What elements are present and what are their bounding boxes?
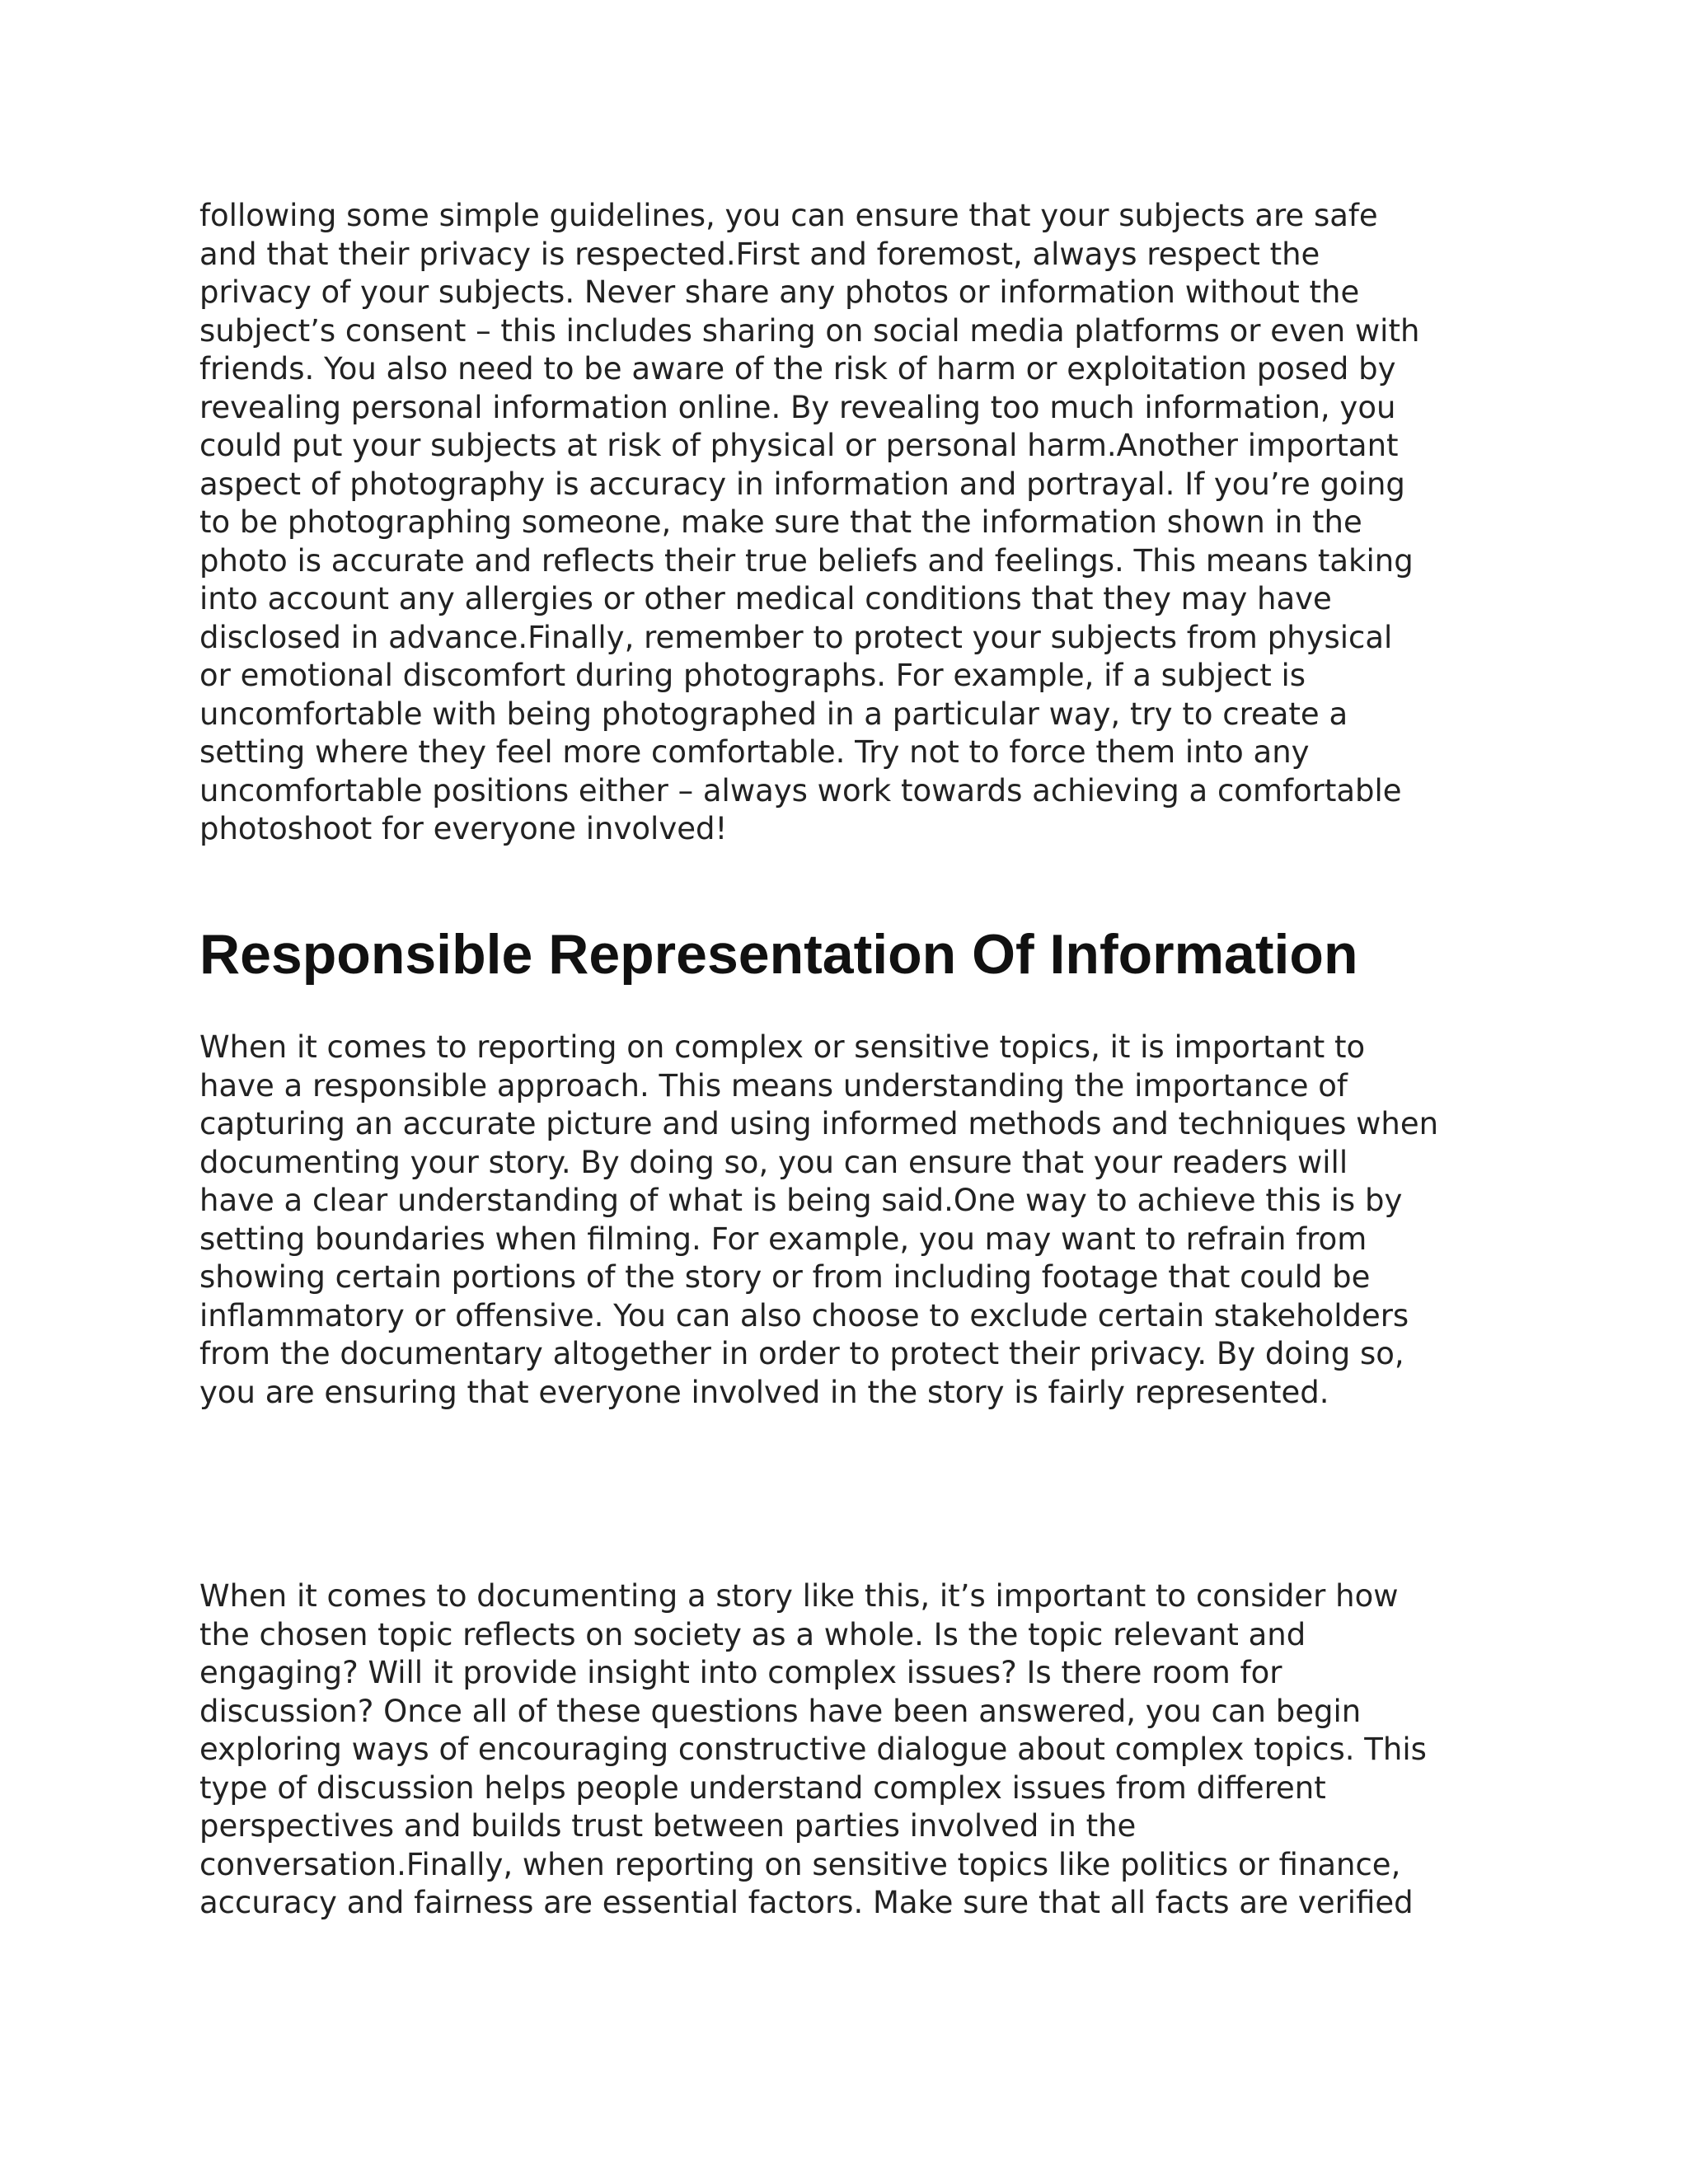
body-paragraph-privacy: following some simple guidelines, you can ensure that your subjects are safe and that their privacy is respected.First and foremost, always respect the privacy of your subjects. Never share any photos or information without the subject’s consent – this includes sharing on social media platforms or even with friends. You also need to be aware of the risk of harm or exploitation posed by revealing personal information online. By revealing too much information, you could put your subjects at risk of physical or personal harm.Another important aspect of photography is accuracy in information and portrayal. If you’re going to be photographing someone, make sure that the information shown in the photo is accurate and reflects their true beliefs and feelings. This means taking into account any allergies or other medical conditions that they may have disclosed in advance.Finally, remember to protect your subjects from physical or emotional discomfort during photographs. For example, if a subject is uncomfortable with being photographed in a particular way, try to create a setting where they feel more comfortable. Try not to force them into any uncomfortable positions either – always work towards achieving a comfortable photoshoot for everyone involved! <box>199 198 1420 846</box>
body-paragraph-documenting: When it comes to documenting a story like this, it’s important to consider how the chosen topic reflects on society as a whole. Is the topic relevant and engaging? Will it provide insight into complex issues? Is there room for discussion? Once all of these questions have been answered, you can begin exploring ways of encouraging constructive dialogue about complex topics. This type of discussion helps people understand complex issues from different perspectives and builds trust between parties involved in the conversation.Finally, when reporting on sensitive topics like politics or finance, accuracy and fairness are essential factors. Make sure that all facts are verified <box>199 1578 1427 1920</box>
body-paragraph-representation: When it comes to reporting on complex or sensitive topics, it is important to have a responsible approach. This means understanding the importance of capturing an accurate picture and using informed methods and techniques when documenting your story. By doing so, you can ensure that your readers will have a clear understanding of what is being said.One way to achieve this is by setting boundaries when filming. For example, you may want to refrain from showing certain portions of the story or from including footage that could be inflammatory or offensive. You can also choose to exclude certain stakeholders from the documentary altogether in order to protect their privacy. By doing so, you are ensuring that everyone involved in the story is fairly represented. <box>199 1029 1439 1410</box>
section-heading: Responsible Representation Of Information <box>199 923 1358 986</box>
